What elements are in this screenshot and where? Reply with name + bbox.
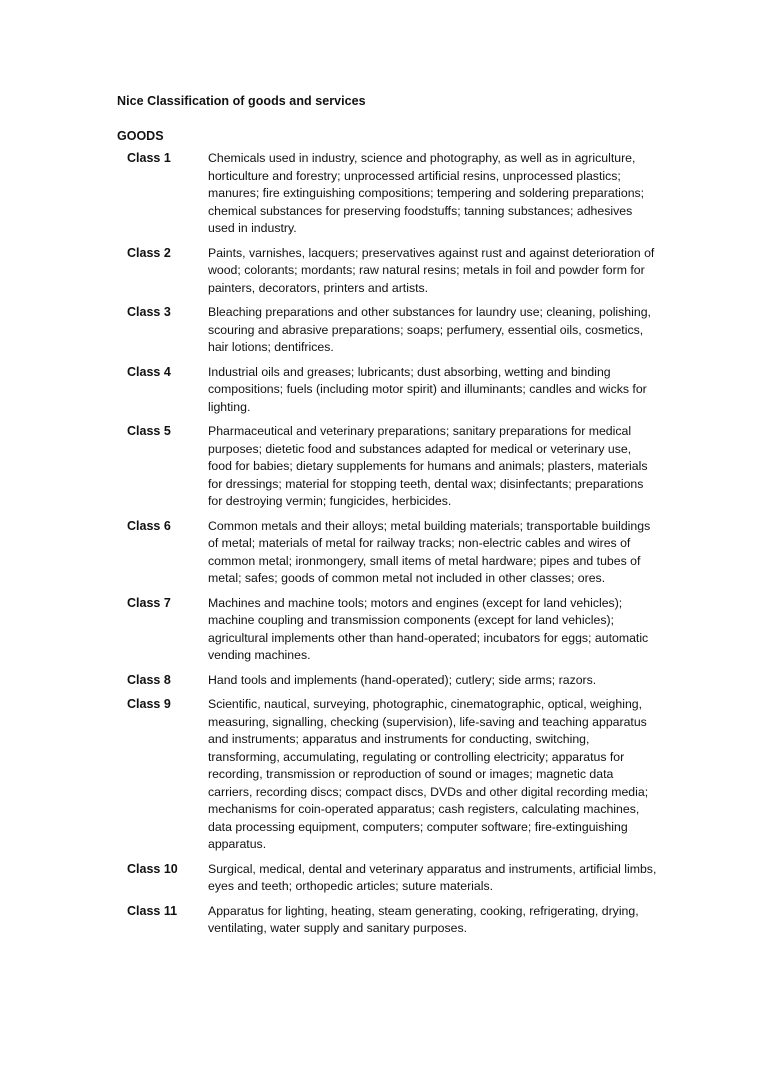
class-row-10 <box>127 861 667 896</box>
class-description: Industrial oils and greases; lubricants; dust absorbing, wetting and binding compositions; fuels (including motor spirit) and illuminants; candles and wicks for lighting. <box>208 364 647 414</box>
class-description: Surgical, medical, dental and veterinary apparatus and instruments, artificial limbs, eyes and teeth; orthopedic articles; suture materials. <box>208 861 657 893</box>
class-description: Apparatus for lighting, heating, steam generating, cooking, refrigerating, drying, ventilating, water supply and sanitary purposes. <box>208 903 639 935</box>
class-label: Class 7 <box>127 595 171 610</box>
class-description: Chemicals used in industry, science and photography, as well as in agriculture, horticulture and forestry; unprocessed artificial resins, unprocessed plastics; manures; fire extinguishing compositions; tempering and soldering preparations; chemical substances for preserving foodstuffs; tanning substances; adhesives used in industry. <box>208 151 645 235</box>
class-row-9 <box>127 696 667 854</box>
class-row-8 <box>127 672 667 690</box>
class-row-7 <box>127 595 667 665</box>
class-label: Class 4 <box>127 364 171 379</box>
document-title: Nice Classification of goods and services <box>117 94 366 108</box>
class-label: Class 1 <box>127 151 171 165</box>
class-label: Class 2 <box>127 245 171 260</box>
class-label: Class 10 <box>127 861 178 876</box>
class-label: Class 9 <box>127 697 171 711</box>
class-row-3 <box>127 304 667 357</box>
class-row-1 <box>127 150 667 238</box>
class-label: Class 5 <box>127 424 171 438</box>
class-label: Class 11 <box>127 903 178 918</box>
class-row-5 <box>127 423 667 511</box>
class-description: Hand tools and implements (hand-operated); cutlery; side arms; razors. <box>208 672 597 687</box>
class-label: Class 8 <box>127 672 171 687</box>
class-row-2 <box>127 245 667 298</box>
section-heading-goods: GOODS <box>117 129 164 143</box>
class-row-6 <box>127 518 667 588</box>
class-row-4 <box>127 364 667 417</box>
class-label: Class 6 <box>127 518 171 533</box>
class-description: Machines and machine tools; motors and engines (except for land vehicles); machine coupling and transmission components (except for land vehicles); agricultural implements other than hand-operated; incubators for eggs; automatic vending machines. <box>208 595 649 662</box>
class-label: Class 3 <box>127 305 171 319</box>
class-row-11 <box>127 903 667 938</box>
class-description: Pharmaceutical and veterinary preparations; sanitary preparations for medical purposes; dietetic food and substances adapted for medical or veterinary use, food for babies; dietary supplements for humans and animals; plasters, materials for dressings; material for stopping teeth, dental wax; disinfectants; preparations for destroying vermin; fungicides, herbicides. <box>208 424 648 508</box>
class-list <box>127 150 667 945</box>
class-description: Common metals and their alloys; metal building materials; transportable buildings of metal; materials of metal for railway tracks; non-electric cables and wires of common metal; ironmongery, small items of metal hardware; pipes and tubes of metal; safes; goods of common metal not included in other classes; ores. <box>208 518 651 585</box>
class-description: Paints, varnishes, lacquers; preservatives against rust and against deterioration of wood; colorants; mordants; raw natural resins; metals in foil and powder form for painters, decorators, printers and artists. <box>208 245 655 295</box>
class-description: Scientific, nautical, surveying, photographic, cinematographic, optical, weighing, measuring, signalling, checking (supervision), life-saving and teaching apparatus and instruments; apparatus and instruments for conducting, switching, transforming, accumulating, regulating or controlling electricity; apparatus for recording, transmission or reproduction of sound or images; magnetic data carriers, recording discs; compact discs, DVDs and other digital recording media; mechanisms for coin-operated apparatus; cash registers, calculating machines, data processing equipment, computers; computer software; fire-extinguishing apparatus. <box>208 697 649 851</box>
class-description: Bleaching preparations and other substances for laundry use; cleaning, polishing, scouring and abrasive preparations; soaps; perfumery, essential oils, cosmetics, hair lotions; dentifrices. <box>208 305 651 354</box>
